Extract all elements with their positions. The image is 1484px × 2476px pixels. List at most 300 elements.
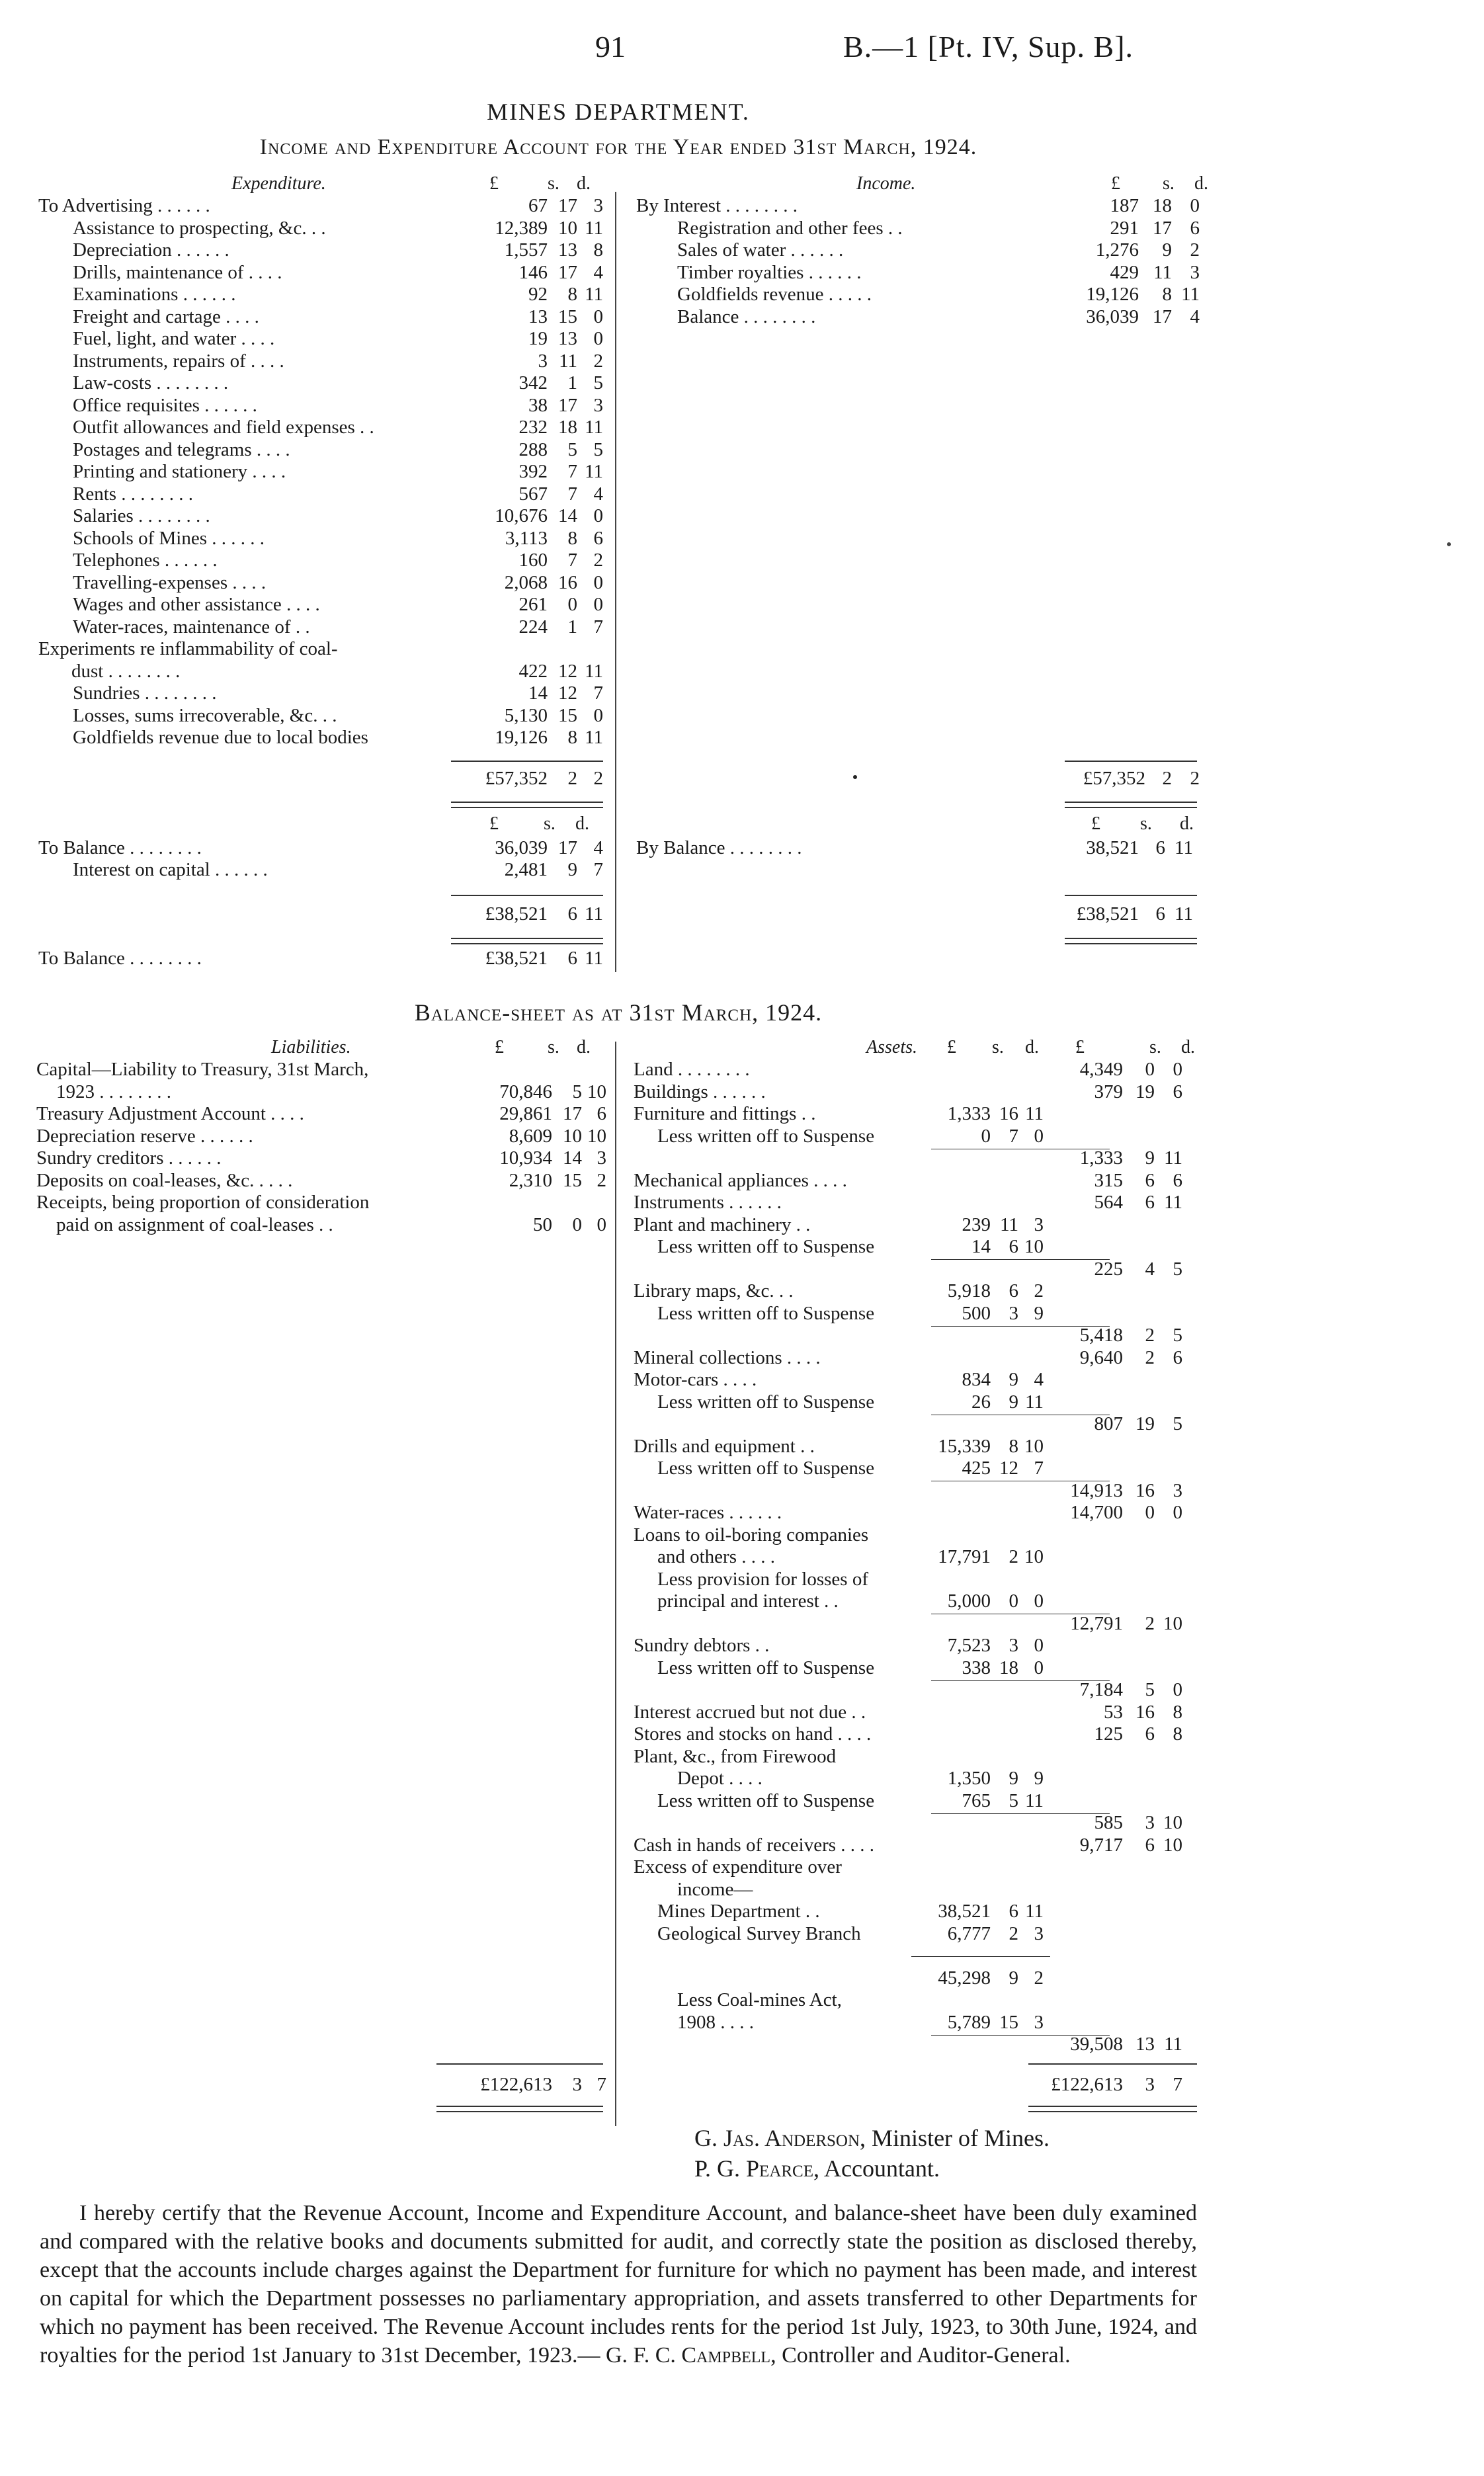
exp-shillings-head: s. — [548, 173, 559, 194]
pounds-value: 224 — [518, 616, 548, 638]
row-label: Outfit allowances and field expenses . . — [73, 417, 374, 438]
sub-pence-value: 11 — [1025, 1391, 1044, 1413]
row-label: Geological Survey Branch — [657, 1922, 861, 1944]
row-label: and others . . . . — [657, 1546, 775, 1567]
assets-a-pounds-head: £ — [947, 1037, 956, 1057]
pence-value: 11 — [585, 727, 603, 748]
pounds-value: 67 — [528, 195, 548, 216]
sub-pounds-value: 15,339 — [938, 1435, 991, 1457]
row-label: Less written off to Suspense — [657, 1125, 875, 1147]
certificate-text: I hereby certify that the Revenue Account, Income and Expenditure Account, and balance-sheet have been duly examined and compared with the relative books and documents submitted for audit, and correctly state the position as disclosed thereby, except that the accounts include charges against the Department for furniture for which no payment has been made, and interest on capital for which the Department possesses no parliamentary appropriation, and assets transferred to other Departments for which no payment has been received. The Revenue Account includes rents for the period 1st July, 1923, to 30th June, 1924, and royalties for the period 1st January to 31st December, 1923.— — [40, 2201, 1197, 2368]
pounds-value: 4,349 — [1079, 1059, 1123, 1080]
shillings-value: 6 — [567, 948, 577, 969]
row-label: Wages and other assistance . . . . — [73, 594, 320, 615]
row-label: Plant and machinery . . — [634, 1214, 811, 1235]
auditor-name: G. F. C. Campbell — [605, 2343, 771, 2368]
sub-pounds-value: 14 — [971, 1236, 991, 1257]
double-rule — [1065, 938, 1197, 944]
shillings-value: 8 — [567, 284, 577, 305]
shillings-value: 1 — [567, 616, 577, 638]
sub-pence-value: 2 — [1034, 1280, 1044, 1301]
pence-value: 2 — [593, 350, 603, 372]
sub-pence-value: 11 — [1025, 1901, 1044, 1922]
income-account-title: Income and Expenditure Account for the Year ended 31st March, 1924. — [259, 135, 977, 159]
pence-value: 6 — [597, 1103, 606, 1124]
row-label: Water-races . . . . . . — [634, 1502, 782, 1523]
sub-shillings-value: 12 — [999, 1458, 1018, 1479]
pounds-value: 19,126 — [495, 727, 548, 748]
sub-shillings-value: 6 — [1009, 1901, 1018, 1922]
bal-shillings-head: s. — [544, 813, 556, 834]
row-label: Motor-cars . . . . — [634, 1369, 757, 1390]
shillings-value: 16 — [1135, 1701, 1155, 1723]
pence-value: 3 — [593, 394, 603, 416]
row-label: Experiments re inflammability of coal- — [38, 638, 338, 659]
rule — [451, 761, 603, 762]
shillings-value: 12 — [558, 682, 577, 704]
expenditure-heading: Expenditure. — [231, 173, 326, 194]
shillings-value: 8 — [567, 727, 577, 748]
shillings-value: 17 — [558, 837, 577, 858]
pence-value: 7 — [597, 2074, 606, 2095]
sub-pounds-value: 17,791 — [938, 1546, 991, 1567]
pounds-value: 146 — [518, 261, 548, 283]
row-label: Mineral collections . . . . — [634, 1346, 821, 1368]
row-label: Sundry creditors . . . . . . — [36, 1147, 222, 1169]
pence-value: 6 — [1190, 217, 1200, 239]
pounds-value: 29,861 — [499, 1103, 552, 1124]
sub-pounds-value: 7,523 — [947, 1635, 991, 1656]
margin-mark — [1447, 542, 1451, 546]
pounds-value: 12,389 — [495, 217, 548, 239]
pence-value: 11 — [585, 948, 603, 969]
shillings-value: 11 — [1153, 261, 1172, 283]
pounds-value: 225 — [1094, 1258, 1123, 1280]
pence-value: 10 — [1163, 1834, 1182, 1856]
pence-value: 6 — [593, 527, 603, 549]
pounds-value: 38,521 — [1086, 837, 1139, 858]
row-label: By Interest . . . . . . . . — [636, 195, 798, 216]
row-label: Less written off to Suspense — [657, 1790, 875, 1811]
pounds-value: 36,039 — [495, 837, 548, 858]
assets-a-shillings-head: s. — [992, 1037, 1004, 1057]
pounds-value: £57,352 — [1083, 768, 1145, 789]
sub-pence-value: 10 — [1024, 1435, 1044, 1457]
row-label: Depreciation reserve . . . . . . — [36, 1125, 253, 1147]
pence-value: 11 — [585, 417, 603, 438]
shillings-value: 12 — [558, 660, 577, 682]
double-rule — [451, 938, 603, 944]
row-label: Balance . . . . . . . . — [677, 306, 816, 327]
pence-value: 8 — [593, 239, 603, 261]
subtotal-rule — [911, 1956, 1050, 1957]
pence-value: 11 — [585, 903, 603, 925]
pence-value: 11 — [585, 461, 603, 482]
row-label: Less written off to Suspense — [657, 1236, 875, 1257]
pounds-value: 232 — [518, 417, 548, 438]
rule — [436, 2063, 603, 2065]
row-label: Goldfields revenue due to local bodies — [73, 727, 368, 748]
shillings-value: 2 — [1162, 768, 1172, 789]
row-label: Less Coal-mines Act, — [677, 1989, 842, 2010]
pounds-value: 288 — [518, 438, 548, 460]
shillings-value: 6 — [1145, 1169, 1155, 1191]
sub-shillings-value: 18 — [999, 1657, 1018, 1678]
double-rule — [451, 802, 603, 808]
shillings-value: 2 — [1145, 1346, 1155, 1368]
pounds-value: 807 — [1094, 1413, 1123, 1434]
pence-value: 7 — [1173, 2074, 1182, 2095]
pounds-value: 8,609 — [509, 1125, 552, 1147]
row-label: Treasury Adjustment Account . . . . — [36, 1103, 304, 1124]
pence-value: 2 — [1190, 239, 1200, 261]
row-label: Less written off to Suspense — [657, 1302, 875, 1324]
pounds-value: 2,310 — [509, 1169, 552, 1191]
shillings-value: 0 — [572, 1214, 582, 1235]
pence-value: 0 — [1173, 1502, 1182, 1523]
pounds-value: 12,791 — [1070, 1612, 1123, 1634]
sub-pounds-value: 338 — [962, 1657, 991, 1678]
shillings-value: 2 — [1145, 1325, 1155, 1346]
pence-value: 5 — [1173, 1325, 1182, 1346]
inc-pounds-head: £ — [1111, 173, 1120, 194]
pounds-value: £122,613 — [480, 2074, 552, 2095]
sub-shillings-value: 9 — [1009, 1391, 1018, 1413]
pence-value: 0 — [593, 594, 603, 615]
pounds-value: 2,481 — [504, 859, 548, 880]
liabilities-heading: Liabilities. — [271, 1037, 351, 1057]
balance-sheet-title: Balance-sheet as at 31st March, 1924. — [414, 999, 823, 1026]
pounds-value: 10,934 — [499, 1147, 552, 1169]
double-rule — [436, 2106, 603, 2112]
assets-heading: Assets. — [866, 1037, 917, 1057]
row-label: Instruments, repairs of . . . . — [73, 350, 284, 372]
pence-value: 8 — [1173, 1701, 1182, 1723]
shillings-value: 18 — [1153, 195, 1172, 216]
shillings-value: 4 — [1145, 1258, 1155, 1280]
bal-pence-head: d. — [575, 813, 589, 834]
row-label: By Balance . . . . . . . . — [636, 837, 802, 858]
pounds-value: £38,521 — [485, 903, 548, 925]
pounds-value: £122,613 — [1051, 2074, 1123, 2095]
pounds-value: 19,126 — [1086, 284, 1139, 305]
double-rule — [1028, 2106, 1197, 2112]
pounds-value: 1,333 — [1079, 1147, 1123, 1169]
pounds-value: 70,846 — [499, 1081, 552, 1102]
sub-pounds-value: 26 — [971, 1391, 991, 1413]
pounds-value: 39,508 — [1070, 2034, 1123, 2055]
row-label: To Advertising . . . . . . — [38, 195, 210, 216]
sub-pence-value: 11 — [1025, 1103, 1044, 1124]
shillings-value: 18 — [558, 417, 577, 438]
rule — [1065, 895, 1197, 896]
shillings-value: 13 — [1135, 2034, 1155, 2055]
exp-pounds-head: £ — [489, 173, 499, 194]
minister-name: G. Jas. Anderson — [694, 2125, 860, 2151]
sub-pounds-value: 765 — [962, 1790, 991, 1811]
row-label: Printing and stationery . . . . — [73, 461, 286, 482]
pounds-value: 5,130 — [504, 704, 548, 726]
row-label: 1908 . . . . — [677, 2011, 754, 2033]
assets-b-shillings-head: s. — [1149, 1037, 1161, 1057]
row-label: Sundries . . . . . . . . — [73, 682, 217, 704]
minister-title: , Minister of Mines. — [860, 2125, 1050, 2151]
shillings-value: 8 — [567, 527, 577, 549]
row-label: Depot . . . . — [677, 1768, 763, 1789]
pence-value: 6 — [1173, 1346, 1182, 1368]
row-label: Stores and stocks on hand . . . . — [634, 1723, 872, 1745]
row-label: Examinations . . . . . . — [73, 284, 236, 305]
page-number: 91 — [595, 30, 626, 63]
row-label: Mines Department . . — [657, 1901, 820, 1922]
pence-value: 11 — [1181, 284, 1200, 305]
sub-shillings-value: 8 — [1009, 1435, 1018, 1457]
row-label: Instruments . . . . . . — [634, 1192, 782, 1213]
sub-pence-value: 0 — [1034, 1125, 1044, 1147]
shillings-value: 19 — [1135, 1413, 1155, 1434]
rbal-shillings-head: s. — [1140, 813, 1152, 834]
accountant-name: P. G. Pearce — [694, 2155, 813, 2182]
pounds-value: 14,913 — [1070, 1479, 1123, 1501]
row-label: To Balance . . . . . . . . — [38, 948, 202, 969]
pence-value: 2 — [597, 1169, 606, 1191]
row-label: Telephones . . . . . . — [73, 550, 218, 571]
row-label: Excess of expenditure over — [634, 1856, 842, 1878]
row-label: Depreciation . . . . . . — [73, 239, 229, 261]
shillings-value: 6 — [567, 903, 577, 925]
pence-value: 3 — [597, 1147, 606, 1169]
assets-b-pence-head: d. — [1181, 1037, 1195, 1057]
sub-pounds-value: 1,350 — [947, 1768, 991, 1789]
row-label: Receipts, being proportion of consideration — [36, 1192, 370, 1213]
sub-pounds-value: 45,298 — [938, 1967, 991, 1989]
sub-pence-value: 0 — [1034, 1657, 1044, 1678]
sub-pence-value: 0 — [1034, 1635, 1044, 1656]
row-label: Capital—Liability to Treasury, 31st March, — [36, 1059, 369, 1080]
shillings-value: 14 — [563, 1147, 582, 1169]
sub-pounds-value: 239 — [962, 1214, 991, 1235]
sub-shillings-value: 5 — [1009, 1790, 1018, 1811]
pence-value: 11 — [585, 284, 603, 305]
sub-shillings-value: 9 — [1009, 1967, 1018, 1989]
pence-value: 10 — [1163, 1612, 1182, 1634]
pounds-value: 564 — [1094, 1192, 1123, 1213]
pence-value: 5 — [593, 438, 603, 460]
pence-value: 5 — [1173, 1258, 1182, 1280]
shillings-value: 6 — [1145, 1192, 1155, 1213]
exp-pence-head: d. — [577, 173, 591, 194]
pounds-value: 187 — [1110, 195, 1139, 216]
shillings-value: 6 — [1145, 1834, 1155, 1856]
sub-shillings-value: 0 — [1009, 1590, 1018, 1612]
pence-value: 6 — [1173, 1081, 1182, 1102]
row-label: Sundry debtors . . — [634, 1635, 770, 1656]
pence-value: 0 — [593, 571, 603, 593]
column-divider — [615, 1042, 616, 2126]
row-label: Law-costs . . . . . . . . — [73, 372, 229, 393]
sub-pence-value: 3 — [1034, 1922, 1044, 1944]
sub-pounds-value: 500 — [962, 1302, 991, 1324]
sub-pence-value: 2 — [1034, 1967, 1044, 1989]
shillings-value: 0 — [567, 594, 577, 615]
pence-value: 0 — [1173, 1059, 1182, 1080]
pence-value: 3 — [1190, 261, 1200, 283]
pounds-value: 429 — [1110, 261, 1139, 283]
pence-value: 4 — [593, 483, 603, 505]
pence-value: 3 — [1173, 1479, 1182, 1501]
sub-shillings-value: 9 — [1009, 1768, 1018, 1789]
pence-value: 3 — [593, 195, 603, 216]
pounds-value: 9,640 — [1079, 1346, 1123, 1368]
shillings-value: 7 — [567, 550, 577, 571]
audit-certificate — [40, 2199, 1197, 2370]
row-label: Timber royalties . . . . . . — [677, 261, 862, 283]
pounds-value: 291 — [1110, 217, 1139, 239]
pounds-value: 14 — [528, 682, 548, 704]
shillings-value: 5 — [572, 1081, 582, 1102]
rbal-pence-head: d. — [1180, 813, 1194, 834]
pounds-value: 9,717 — [1079, 1834, 1123, 1856]
inc-pence-head: d. — [1194, 173, 1208, 194]
pounds-value: 92 — [528, 284, 548, 305]
row-label: Cash in hands of receivers . . . . — [634, 1834, 875, 1856]
liab-shillings-head: s. — [548, 1037, 559, 1057]
rule — [1028, 2063, 1197, 2065]
shillings-value: 3 — [1145, 1812, 1155, 1833]
pounds-value: £38,521 — [485, 948, 548, 969]
sub-shillings-value: 2 — [1009, 1546, 1018, 1567]
row-label: Library maps, &c. . . — [634, 1280, 794, 1301]
pence-value: 6 — [1173, 1169, 1182, 1191]
pounds-value: 38 — [528, 394, 548, 416]
row-label: Drills, maintenance of . . . . — [73, 261, 282, 283]
pounds-value: 125 — [1094, 1723, 1123, 1745]
sub-pence-value: 7 — [1034, 1458, 1044, 1479]
pounds-value: 3 — [538, 350, 548, 372]
department-title: MINES DEPARTMENT. — [487, 99, 750, 125]
pence-value: 7 — [593, 616, 603, 638]
shillings-value: 1 — [567, 372, 577, 393]
sub-shillings-value: 7 — [1009, 1125, 1018, 1147]
liab-pounds-head: £ — [495, 1037, 504, 1057]
shillings-value: 2 — [567, 768, 577, 789]
row-label: principal and interest . . — [657, 1590, 839, 1612]
pounds-value: 585 — [1094, 1812, 1123, 1833]
shillings-value: 14 — [558, 505, 577, 526]
row-label: Deposits on coal-leases, &c. . . . . — [36, 1169, 293, 1191]
auditor-title: , Controller and Auditor-General. — [770, 2343, 1071, 2368]
shillings-value: 17 — [558, 261, 577, 283]
pounds-value: 36,039 — [1086, 306, 1139, 327]
pence-value: 0 — [593, 505, 603, 526]
pence-value: 4 — [1190, 306, 1200, 327]
pounds-value: £38,521 — [1076, 903, 1139, 925]
row-label: dust . . . . . . . . — [71, 660, 181, 682]
pence-value: 2 — [1190, 768, 1200, 789]
sub-shillings-value: 15 — [999, 2011, 1018, 2033]
shillings-value: 3 — [572, 2074, 582, 2095]
sub-shillings-value: 6 — [1009, 1280, 1018, 1301]
pence-value: 5 — [1173, 1413, 1182, 1434]
sub-pence-value: 10 — [1024, 1236, 1044, 1257]
row-label: Fuel, light, and water . . . . — [73, 328, 275, 349]
pence-value: 11 — [1175, 837, 1193, 858]
shillings-value: 5 — [1145, 1679, 1155, 1700]
pence-value: 10 — [587, 1081, 606, 1102]
row-label: Less written off to Suspense — [657, 1391, 875, 1413]
row-label: Buildings . . . . . . — [634, 1081, 766, 1102]
shillings-value: 6 — [1155, 903, 1165, 925]
shillings-value: 17 — [558, 195, 577, 216]
pounds-value: 10,676 — [495, 505, 548, 526]
pence-value: 11 — [585, 660, 603, 682]
pence-value: 0 — [593, 306, 603, 327]
sub-pounds-value: 38,521 — [938, 1901, 991, 1922]
row-label: Interest on capital . . . . . . — [73, 859, 268, 880]
signature-accountant — [694, 2155, 940, 2182]
accountant-title: , Accountant. — [813, 2155, 940, 2182]
sub-pence-value: 9 — [1034, 1768, 1044, 1789]
shillings-value: 16 — [1135, 1479, 1155, 1501]
shillings-value: 10 — [558, 217, 577, 239]
shillings-value: 3 — [1145, 2074, 1155, 2095]
sub-shillings-value: 6 — [1009, 1236, 1018, 1257]
shillings-value: 15 — [558, 704, 577, 726]
row-label: Furniture and fittings . . — [634, 1103, 816, 1124]
pence-value: 11 — [1164, 1147, 1182, 1169]
pounds-value: 1,557 — [504, 239, 548, 261]
row-label: Less written off to Suspense — [657, 1458, 875, 1479]
shillings-value: 9 — [567, 859, 577, 880]
row-label: Freight and cartage . . . . — [73, 306, 259, 327]
pence-value: 10 — [587, 1125, 606, 1147]
shillings-value: 6 — [1155, 837, 1165, 858]
row-label: income— — [677, 1878, 753, 1900]
income-heading: Income. — [856, 173, 916, 194]
column-divider — [615, 192, 616, 972]
pence-value: 8 — [1173, 1723, 1182, 1745]
pounds-value: 2,068 — [504, 571, 548, 593]
shillings-value: 9 — [1162, 239, 1172, 261]
row-label: Interest accrued but not due . . — [634, 1701, 866, 1723]
row-label: Mechanical appliances . . . . — [634, 1169, 847, 1191]
row-label: Loans to oil-boring companies — [634, 1524, 869, 1546]
shillings-value: 17 — [1153, 217, 1172, 239]
shillings-value: 15 — [563, 1169, 582, 1191]
row-label: Assistance to prospecting, &c. . . — [73, 217, 326, 239]
rule — [451, 895, 603, 896]
shillings-value: 13 — [558, 239, 577, 261]
pounds-value: 50 — [533, 1214, 552, 1235]
shillings-value: 17 — [563, 1103, 582, 1124]
assets-a-pence-head: d. — [1025, 1037, 1039, 1057]
pounds-value: 567 — [518, 483, 548, 505]
sub-pounds-value: 5,918 — [947, 1280, 991, 1301]
pence-value: 10 — [1163, 1812, 1182, 1833]
shillings-value: 7 — [567, 483, 577, 505]
shillings-value: 0 — [1145, 1502, 1155, 1523]
pounds-value: 261 — [518, 594, 548, 615]
row-label: Less written off to Suspense — [657, 1657, 875, 1678]
sub-pence-value: 9 — [1034, 1302, 1044, 1324]
pence-value: 0 — [1173, 1679, 1182, 1700]
shillings-value: 7 — [567, 461, 577, 482]
bal-pounds-head: £ — [489, 813, 499, 834]
sub-pence-value: 11 — [1025, 1790, 1044, 1811]
pence-value: 11 — [1164, 1192, 1182, 1213]
row-label: Land . . . . . . . . — [634, 1059, 750, 1080]
pounds-value: 14,700 — [1070, 1502, 1123, 1523]
